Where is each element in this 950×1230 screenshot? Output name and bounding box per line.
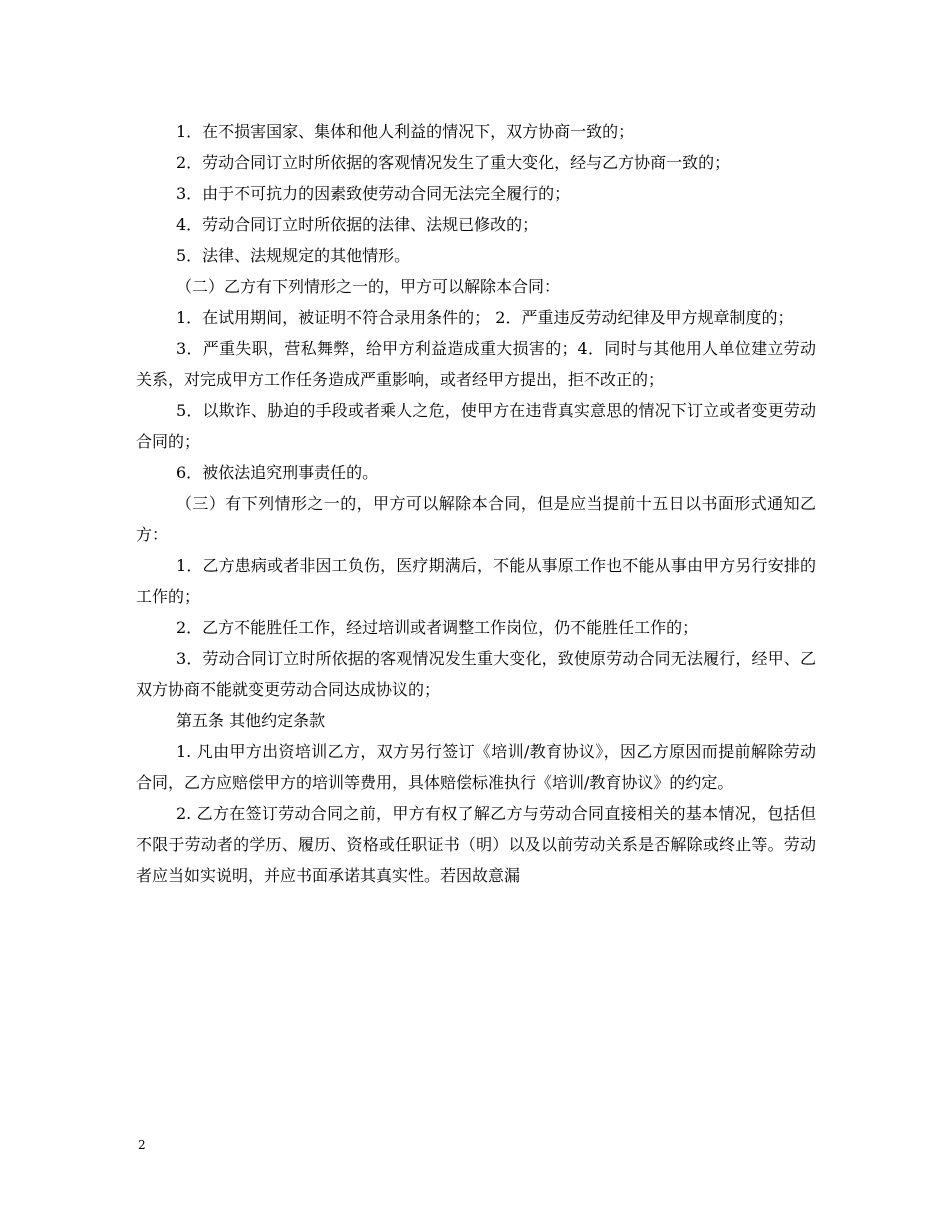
paragraph-5: 5．法律、法规规定的其他情形。 <box>176 246 411 265</box>
paragraph-14: 3．劳动合同订立时所依据的客观情况发生重大变化，致使原劳动合同无法履行，经甲、乙双方协商不能就变更劳动合同达成协议的； <box>136 649 816 699</box>
article-heading-5: 第五条 其他约定条款 <box>176 711 326 730</box>
paragraph-16: 1. 凡由甲方出资培训乙方，双方另行签订《培训/教育协议》，因乙方原因而提前解除劳动合同，乙方应赔偿甲方的培训等费用，具体赔偿标准执行《培训/教育协议》的约定。 <box>136 742 816 792</box>
paragraph-7: 1．在试用期间，被证明不符合录用条件的； 2．严重违反劳动纪律及甲方规章制度的； <box>176 308 794 327</box>
paragraph-8: 3．严重失职，营私舞弊，给甲方利益造成重大损害的；4．同时与其他用人单位建立劳动关系，对完成甲方工作任务造成严重影响，或者经甲方提出，拒不改正的； <box>136 339 816 389</box>
paragraph-17: 2. 乙方在签订劳动合同之前，甲方有权了解乙方与劳动合同直接相关的基本情况，包括但不限于劳动者的学历、履历、资格或任职证书（明）以及以前劳动关系是否解除或终止等。劳动者应当如实说明，并应书面承诺其真实性。若因故意漏 <box>136 804 816 885</box>
paragraph-13: 2．乙方不能胜任工作，经过培训或者调整工作岗位，仍不能胜任工作的； <box>176 618 699 637</box>
paragraph-10: 6．被依法追究刑事责任的。 <box>176 463 379 482</box>
paragraph-3: 3．由于不可抗力的因素致使劳动合同无法完全履行的； <box>176 184 571 203</box>
section-heading-2: （二）乙方有下列情形之一的，甲方可以解除本合同： <box>176 277 561 296</box>
page-number: 2 <box>138 1138 146 1152</box>
document-body <box>136 116 816 891</box>
paragraph-9: 5．以欺诈、胁迫的手段或者乘人之危，使甲方在违背真实意思的情况下订立或者变更劳动合同的； <box>136 401 816 451</box>
paragraph-2: 2．劳动合同订立时所依据的客观情况发生了重大变化，经与乙方协商一致的； <box>176 153 731 172</box>
paragraph-4: 4．劳动合同订立时所依据的法律、法规已修改的； <box>176 215 539 234</box>
paragraph-12: 1．乙方患病或者非因工负伤，医疗期满后，不能从事原工作也不能从事由甲方另行安排的工作的； <box>136 556 816 606</box>
section-heading-3: （三）有下列情形之一的，甲方可以解除本合同，但是应当提前十五日以书面形式通知乙方： <box>136 494 816 544</box>
paragraph-1: 1．在不损害国家、集体和他人利益的情况下，双方协商一致的； <box>176 122 635 141</box>
